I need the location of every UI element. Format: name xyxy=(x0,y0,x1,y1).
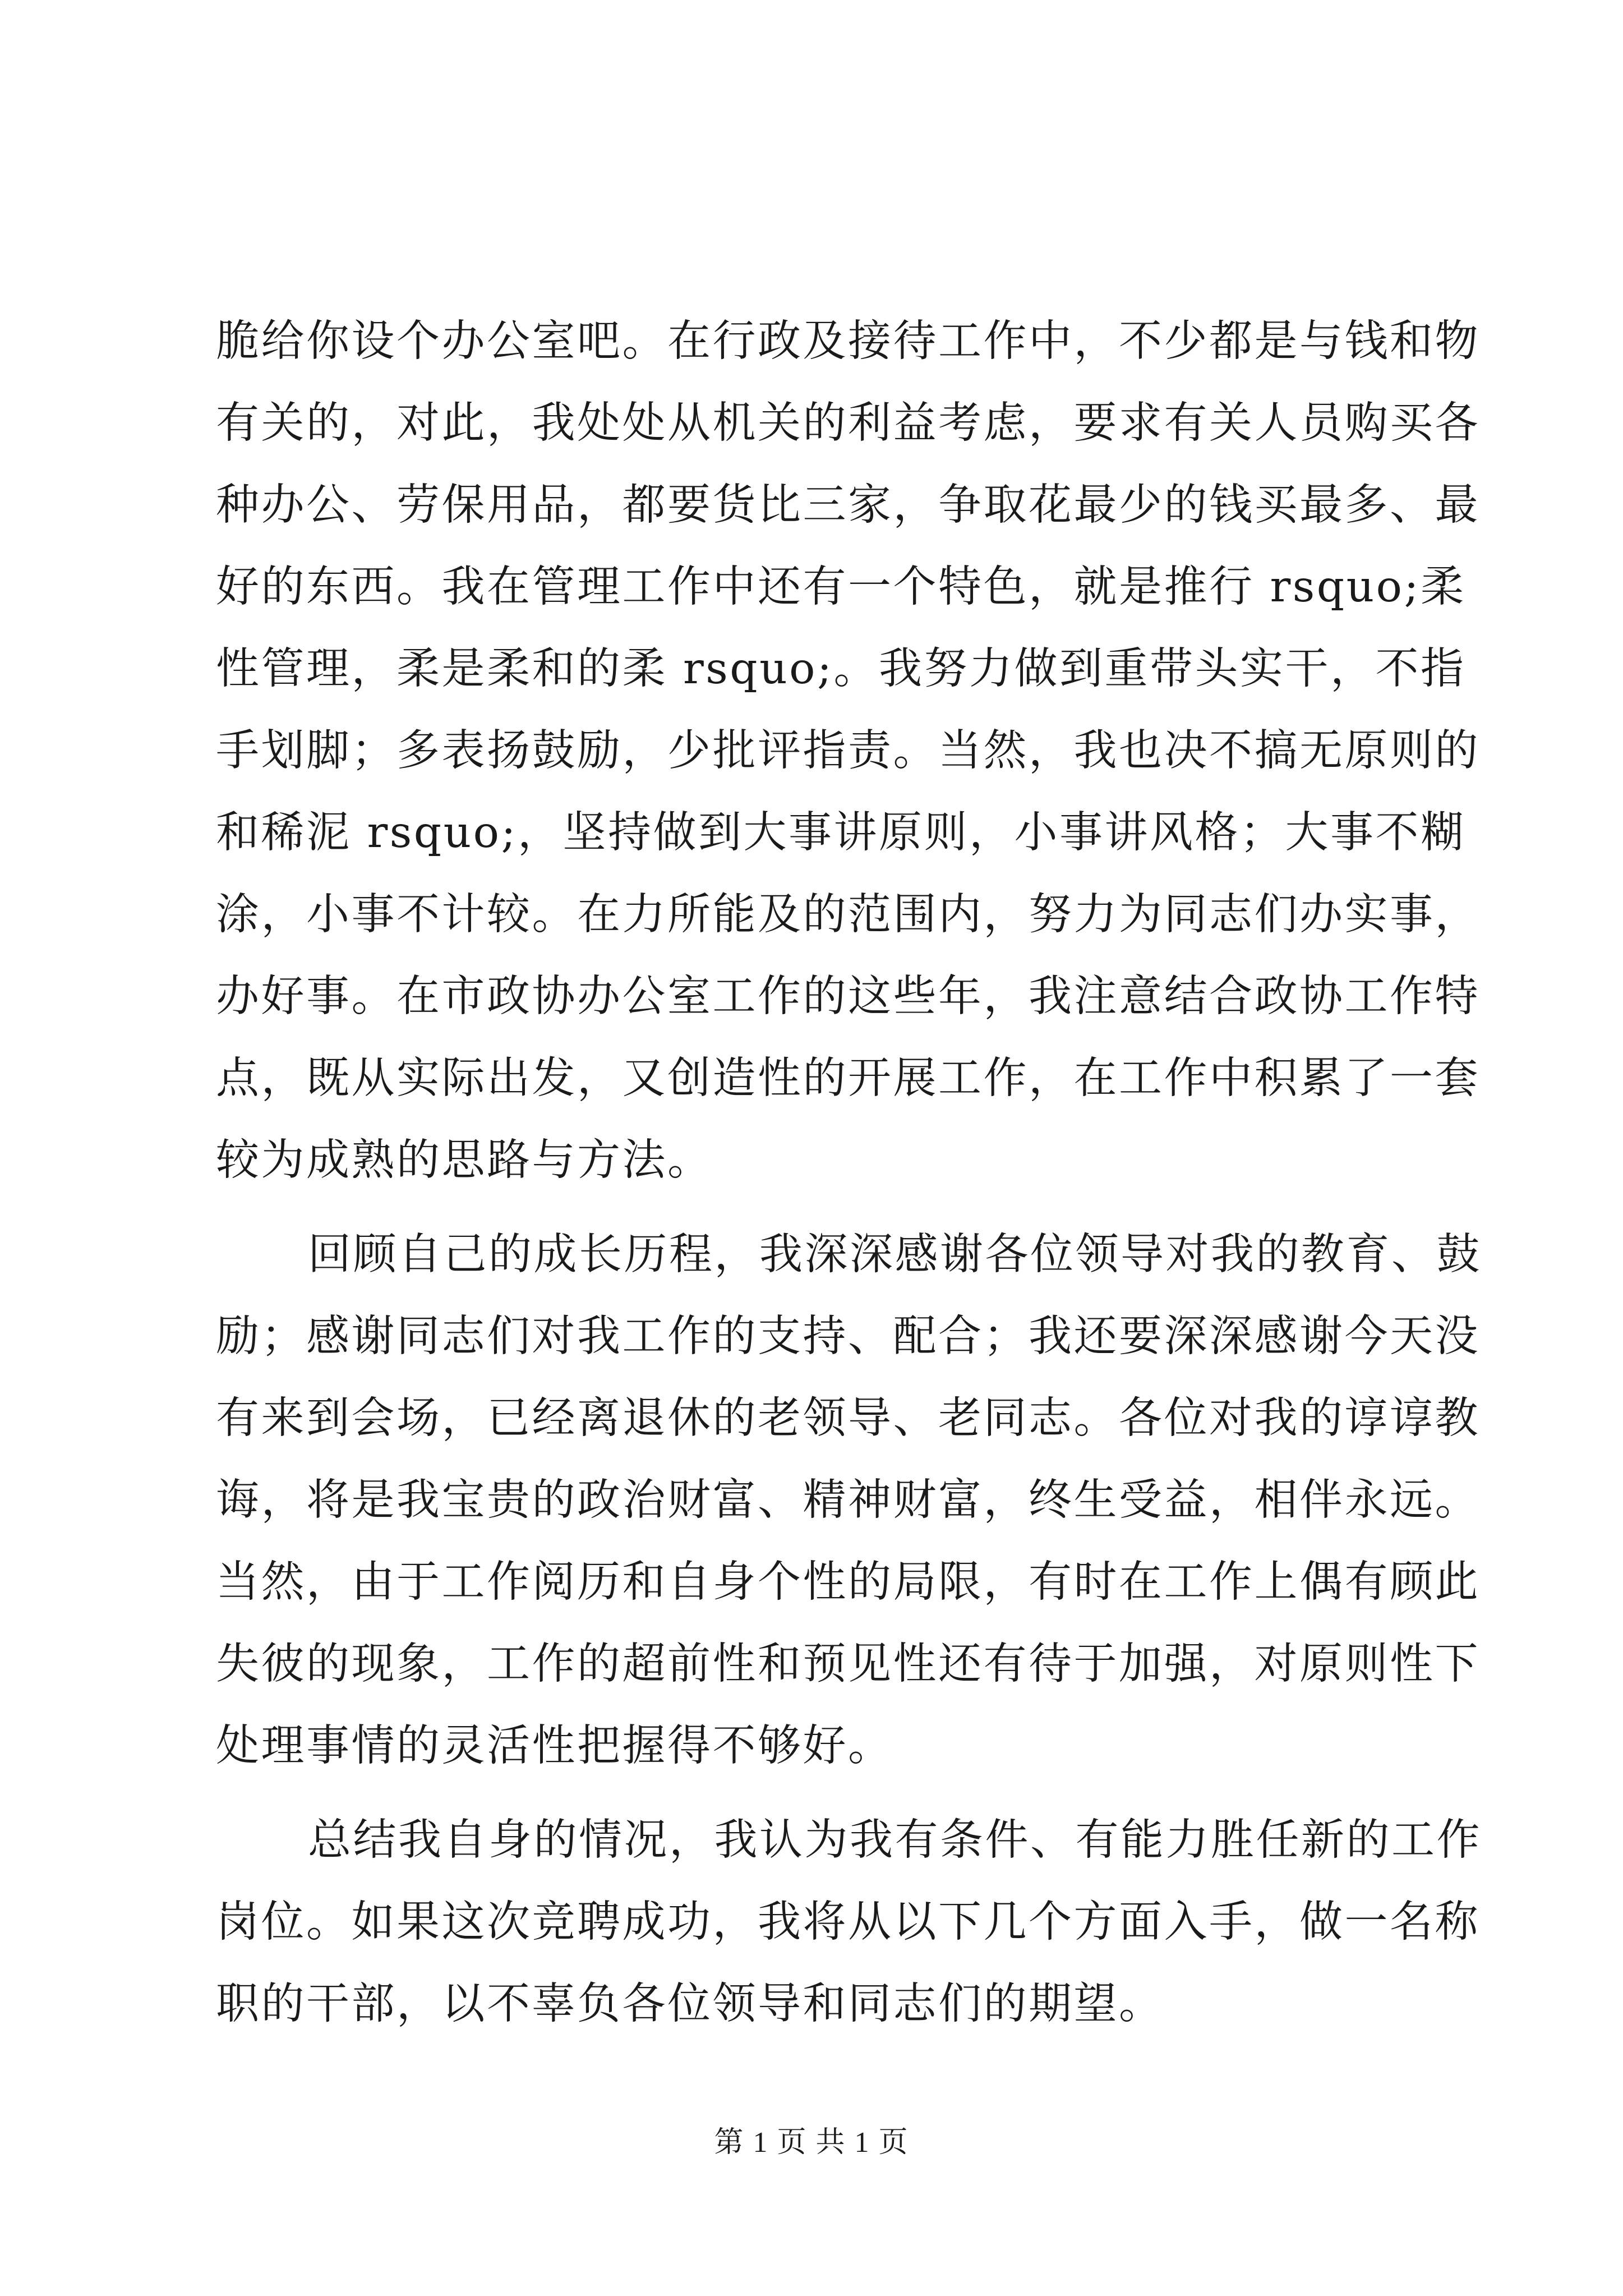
text-line: 岗位。如果这次竞聘成功，我将从以下几个方面入手，做一名称 xyxy=(216,1897,1480,1947)
text-line: 有关的，对此，我处处从机关的利益考虑，要求有关人员购买各 xyxy=(216,398,1480,448)
text-line: 好的东西。我在管理工作中还有一个特色，就是推行 rsquo;柔 xyxy=(216,562,1466,612)
text-line: 有来到会场，已经离退休的老领导、老同志。各位对我的谆谆教 xyxy=(216,1393,1480,1443)
text-line: 办好事。在市政协办公室工作的这些年，我注意结合政协工作特 xyxy=(216,972,1480,1022)
text-line: 脆给你设个办公室吧。在行政及接待工作中，不少都是与钱和物 xyxy=(216,316,1480,366)
text-line: 性管理，柔是柔和的柔 rsquo;。我努力做到重带头实干，不指 xyxy=(216,644,1466,694)
text-line: 处理事情的灵活性把握得不够好。 xyxy=(216,1721,893,1771)
paragraph-1 xyxy=(216,301,1480,1202)
document-body xyxy=(216,301,1482,2045)
text-line: 总结我自身的情况，我认为我有条件、有能力胜任新的工作 xyxy=(308,1815,1482,1865)
text-line: 职的干部，以不辜负各位领导和同志们的期望。 xyxy=(216,1979,1164,2029)
text-line: 涂，小事不计较。在力所能及的范围内，努力为同志们办实事， xyxy=(216,890,1480,940)
page-footer xyxy=(0,2123,1623,2162)
paragraph-2 xyxy=(216,1214,1482,1787)
text-line: 回顾自己的成长历程，我深深感谢各位领导对我的教育、鼓 xyxy=(308,1230,1482,1280)
text-line: 较为成熟的思路与方法。 xyxy=(216,1135,713,1185)
text-line: 当然，由于工作阅历和自身个性的局限，有时在工作上偶有顾此 xyxy=(216,1557,1480,1607)
text-line: 点，既从实际出发，又创造性的开展工作，在工作中积累了一套 xyxy=(216,1053,1480,1103)
text-line: 种办公、劳保用品，都要货比三家，争取花最少的钱买最多、最 xyxy=(216,480,1480,530)
text-line: 诲，将是我宝贵的政治财富、精神财富，终生受益，相伴永远。 xyxy=(216,1475,1480,1525)
text-line: 手划脚；多表扬鼓励，少批评指责。当然，我也决不搞无原则的 xyxy=(216,726,1480,776)
text-line: 励；感谢同志们对我工作的支持、配合；我还要深深感谢今天没 xyxy=(216,1312,1480,1361)
page-number-label: 第 1 页 共 1 页 xyxy=(714,2127,909,2159)
text-line: 失彼的现象，工作的超前性和预见性还有待于加强，对原则性下 xyxy=(216,1639,1480,1689)
text-line: 和稀泥 rsquo;，坚持做到大事讲原则，小事讲风格；大事不糊 xyxy=(216,808,1466,858)
paragraph-3 xyxy=(216,1800,1482,2045)
